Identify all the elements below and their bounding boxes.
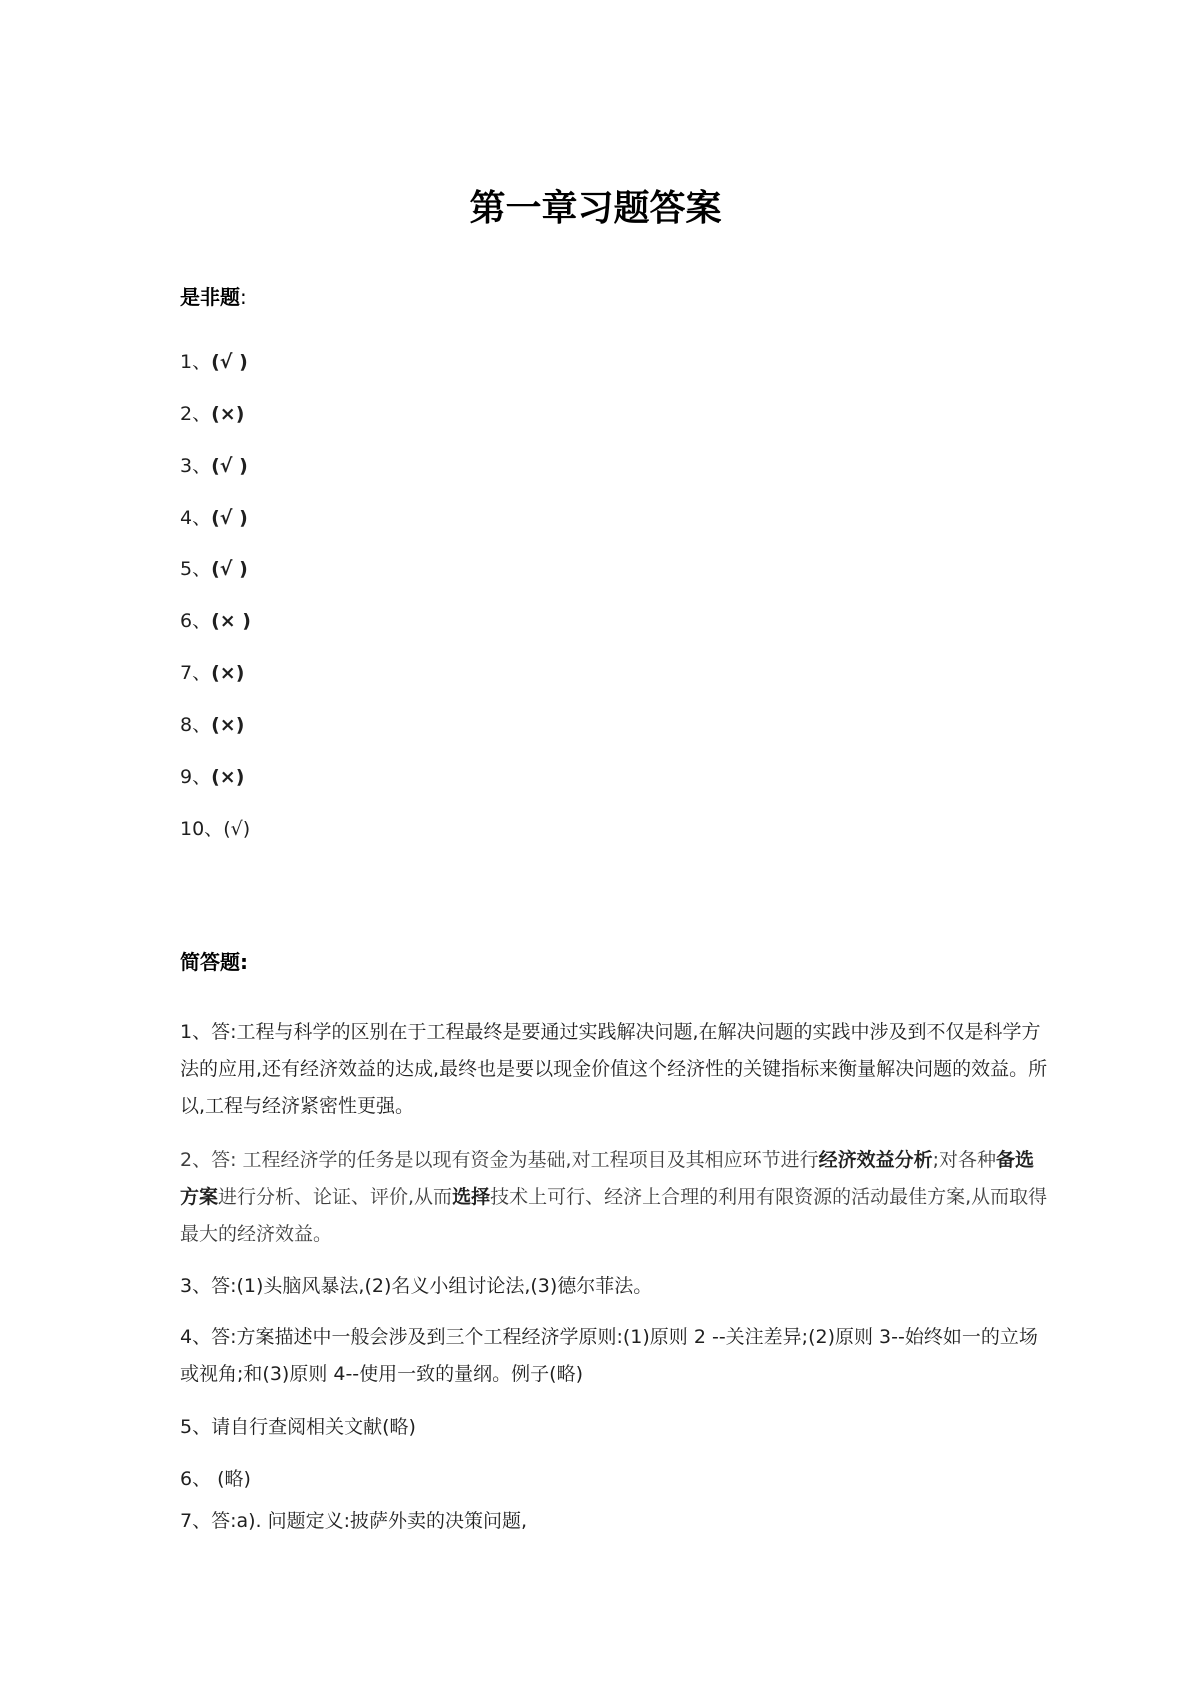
item-number: 8、 bbox=[180, 714, 212, 736]
true-false-item-4 bbox=[180, 504, 248, 532]
true-false-heading-colon: : bbox=[240, 285, 247, 309]
short-answer-7: 7、答:a). 问题定义:披萨外卖的决策问题, bbox=[180, 1510, 528, 1532]
page-title: 第一章习题答案 bbox=[469, 188, 722, 229]
item-number: 3、 bbox=[180, 455, 212, 477]
item-number: 6、 bbox=[180, 610, 212, 632]
item-answer: (√) bbox=[223, 818, 251, 840]
answer-2-text-1: 2、答: 工程经济学的任务是以现有资金为基础,对工程项目及其相应环节进行 bbox=[180, 1149, 819, 1171]
short-answer-5: 5、请自行查阅相关文献(略) bbox=[180, 1416, 416, 1438]
true-false-item-2 bbox=[180, 400, 244, 428]
item-number: 4、 bbox=[180, 507, 212, 529]
short-answer-6: 6、 (略) bbox=[180, 1468, 251, 1490]
true-false-item-1 bbox=[180, 348, 248, 376]
true-false-item-10 bbox=[180, 815, 250, 843]
short-answer-heading: 简答题: bbox=[180, 950, 248, 974]
item-number: 1、 bbox=[180, 351, 212, 373]
item-number: 7、 bbox=[180, 662, 212, 684]
item-number: 9、 bbox=[180, 766, 212, 788]
answer-2-bold-1: 经济效益分析 bbox=[818, 1149, 933, 1171]
item-answer: (× ) bbox=[211, 610, 251, 632]
short-answer-2 bbox=[180, 1142, 1052, 1253]
answer-2-bold-2: 备选方案 bbox=[180, 1149, 1035, 1208]
true-false-heading-text: 是非题 bbox=[180, 285, 240, 309]
item-answer: (×) bbox=[211, 662, 245, 684]
item-number: 2、 bbox=[180, 403, 212, 425]
true-false-item-8 bbox=[180, 711, 244, 739]
true-false-item-9 bbox=[180, 763, 244, 791]
true-false-item-7 bbox=[180, 659, 244, 687]
answer-2-text-3: 进行分析、论证、评价,从而 bbox=[218, 1186, 453, 1208]
item-answer: (×) bbox=[211, 403, 245, 425]
short-answer-4: 4、答:方案描述中一般会涉及到三个工程经济学原则:(1)原则 2 --关注差异;(2)原则 3--始终如一的立场或视角;和(3)原则 4--使用一致的量纲。例子(略) bbox=[180, 1326, 1038, 1385]
answer-2-text-2: ;对各种 bbox=[932, 1149, 996, 1171]
true-false-item-5 bbox=[180, 555, 248, 583]
item-answer: (√ ) bbox=[211, 558, 248, 580]
item-answer: (×) bbox=[211, 714, 245, 736]
item-number: 10、 bbox=[180, 818, 224, 840]
answer-2-text-4: 技术上可行、经济上合理的利用有限资源的活动最佳方案,从而取得最大的经济效益。 bbox=[180, 1186, 1048, 1245]
item-answer: (√ ) bbox=[211, 455, 248, 477]
true-false-heading bbox=[180, 283, 247, 311]
true-false-item-6 bbox=[180, 607, 251, 635]
item-answer: (√ ) bbox=[211, 351, 248, 373]
answer-2-bold-3: 选择 bbox=[452, 1186, 491, 1208]
short-answer-1: 1、答:工程与科学的区别在于工程最终是要通过实践解决问题,在解决问题的实践中涉及到不仅是科学方法的应用,还有经济效益的达成,最终也是要以现金价值这个经济性的关键指标来衡量解决问题的效益。所以,工程与经济紧密性更强。 bbox=[180, 1021, 1048, 1117]
item-answer: (√ ) bbox=[211, 507, 248, 529]
short-answer-3: 3、答:(1)头脑风暴法,(2)名义小组讨论法,(3)德尔菲法。 bbox=[180, 1275, 653, 1297]
item-number: 5、 bbox=[180, 558, 212, 580]
item-answer: (×) bbox=[211, 766, 245, 788]
true-false-item-3 bbox=[180, 452, 248, 480]
